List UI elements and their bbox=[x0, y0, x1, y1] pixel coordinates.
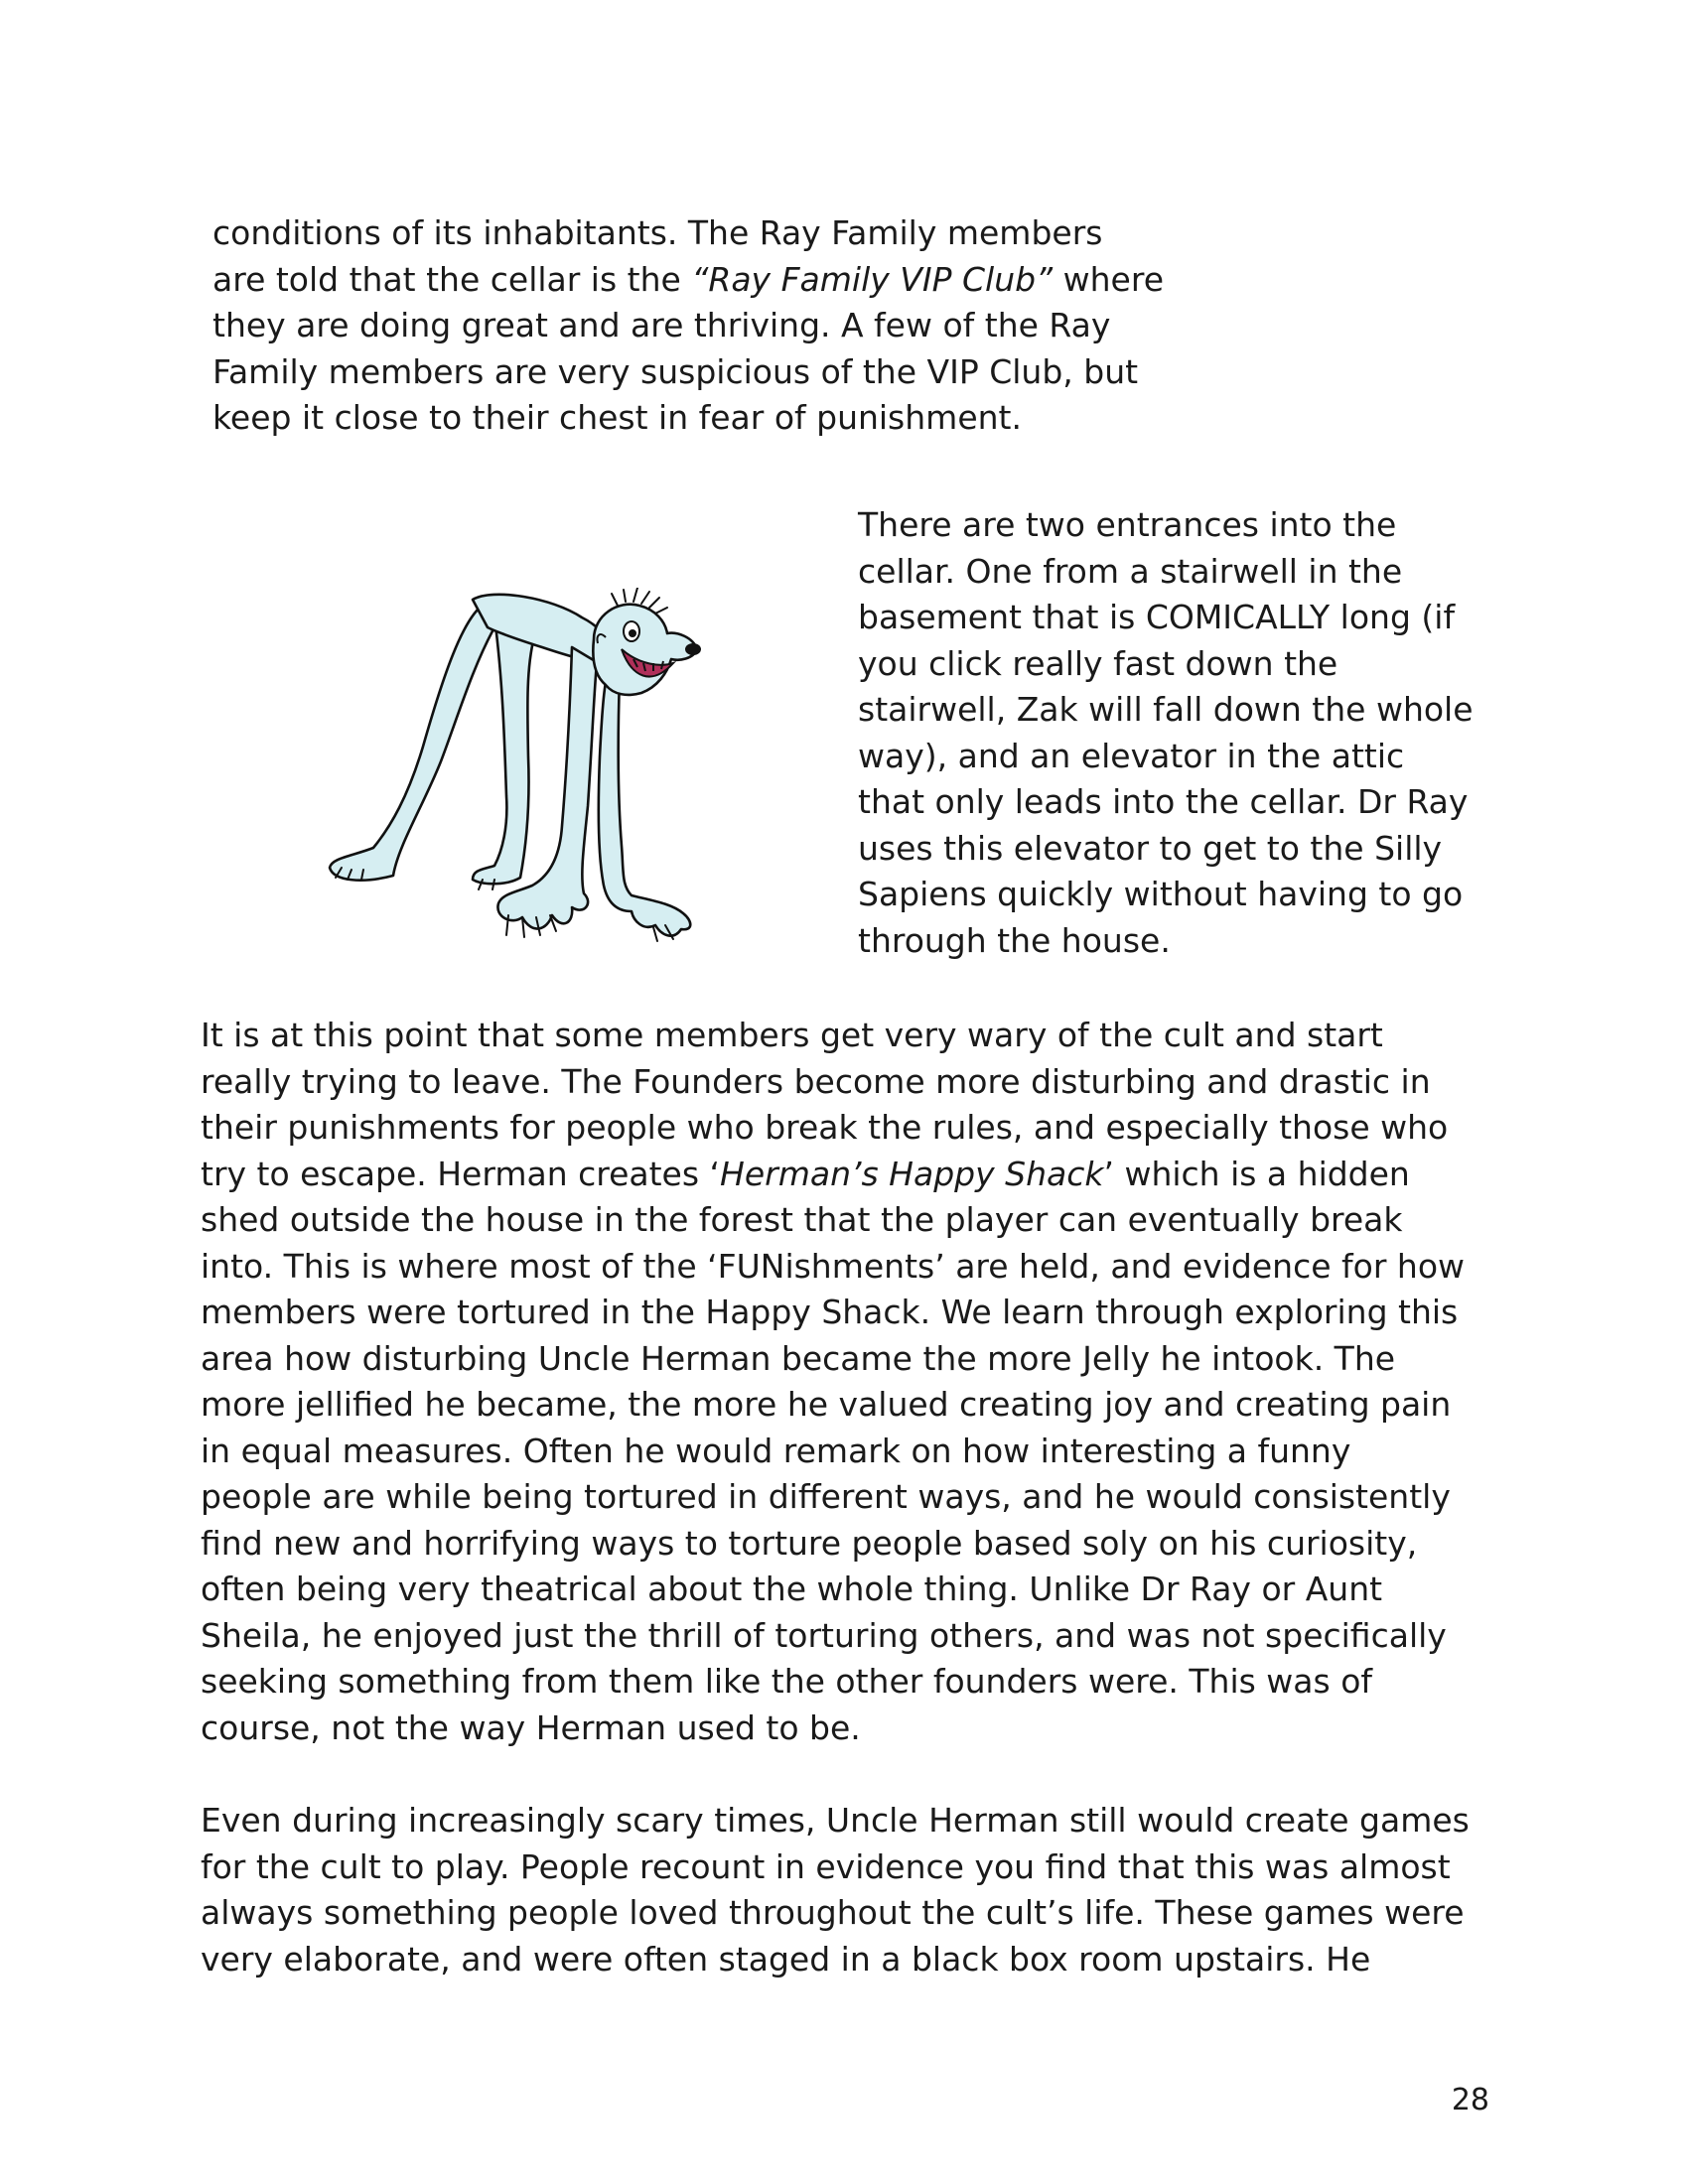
text-line: basement that is COMICALLY long (if bbox=[858, 598, 1456, 636]
happy-shack-paragraph bbox=[201, 1013, 1465, 1751]
text-line: conditions of its inhabitants. The Ray Family members bbox=[212, 213, 1103, 252]
text-line: shed outside the house in the forest that the player can eventually break bbox=[201, 1200, 1403, 1239]
text-line: course, not the way Herman used to be. bbox=[201, 1707, 861, 1747]
text-line: keep it close to their chest in fear of punishment. bbox=[212, 398, 1022, 437]
text-line: stairwell, Zak will fall down the whole bbox=[858, 690, 1474, 729]
text-line: in equal measures. Often he would remark on how interesting a funny bbox=[201, 1431, 1351, 1470]
text-line: uses this elevator to get to the Silly bbox=[858, 828, 1443, 868]
text-line: that only leads into the cellar. Dr Ray bbox=[858, 782, 1469, 821]
text-line: people are while being tortured in different ways, and he would consistently bbox=[201, 1477, 1451, 1516]
text-line bbox=[201, 1152, 1465, 1198]
creature-front-arm bbox=[599, 672, 690, 936]
happy-shack-name: Herman’s Happy Shack bbox=[720, 1154, 1104, 1193]
text-line: members were tortured in the Happy Shack. We learn through exploring this bbox=[201, 1293, 1459, 1331]
page-number: 28 bbox=[1451, 2083, 1489, 2117]
text-run: where bbox=[1053, 259, 1164, 299]
text-line: their punishments for people who break the rules, and especially those who bbox=[201, 1108, 1449, 1147]
text-line: very elaborate, and were often staged in a black box room upstairs. He bbox=[201, 1939, 1371, 1979]
text-run: are told that the cellar is the bbox=[212, 259, 692, 299]
text-line: seeking something from them like the other founders were. This was of bbox=[201, 1662, 1373, 1701]
text-line: Even during increasingly scary times, Uncle Herman still would create games bbox=[201, 1801, 1470, 1840]
text-line: cellar. One from a stairwell in the bbox=[858, 551, 1403, 591]
text-line: through the house. bbox=[858, 920, 1171, 960]
intro-paragraph bbox=[212, 210, 1164, 442]
text-line: Family members are very suspicious of the VIP Club, but bbox=[212, 351, 1139, 391]
text-line: more jellified he became, the more he valued creating joy and creating pain bbox=[201, 1385, 1452, 1424]
text-line: It is at this point that some members get very wary of the cult and start bbox=[201, 1016, 1383, 1054]
text-line bbox=[212, 257, 1164, 304]
text-line: always something people loved throughout the cult’s life. These games were bbox=[201, 1893, 1465, 1932]
vip-club-name: “Ray Family VIP Club” bbox=[691, 259, 1054, 299]
text-line: really trying to leave. The Founders become more disturbing and drastic in bbox=[201, 1061, 1431, 1101]
creature-back-leg bbox=[330, 604, 494, 881]
text-line: often being very theatrical about the whole thing. Unlike Dr Ray or Aunt bbox=[201, 1570, 1383, 1608]
text-line: way), and an elevator in the attic bbox=[858, 736, 1405, 775]
text-run: try to escape. Herman creates ‘ bbox=[201, 1154, 721, 1193]
text-line: they are doing great and are thriving. A few of the Ray bbox=[212, 306, 1111, 344]
silly-sapien-illustration bbox=[324, 588, 741, 957]
text-line: you click really fast down the bbox=[858, 643, 1338, 683]
creature-front-leg bbox=[473, 617, 534, 884]
text-line: Sapiens quickly without having to go bbox=[858, 875, 1464, 913]
entrances-paragraph bbox=[858, 502, 1474, 964]
text-line: There are two entrances into the bbox=[858, 505, 1397, 544]
creature-head bbox=[593, 605, 697, 695]
text-line: into. This is where most of the ‘FUNishments’ are held, and evidence for how bbox=[201, 1246, 1465, 1286]
text-run: ’ which is a hidden bbox=[1103, 1154, 1410, 1193]
text-line: for the cult to play. People recount in evidence you find that this was almost bbox=[201, 1846, 1451, 1886]
text-line: area how disturbing Uncle Herman became the more Jelly he intook. The bbox=[201, 1338, 1396, 1378]
games-paragraph bbox=[201, 1798, 1470, 1982]
text-line: find new and horrifying ways to torture people based soly on his curiosity, bbox=[201, 1523, 1418, 1563]
text-line: Sheila, he enjoyed just the thrill of torturing others, and was not specifically bbox=[201, 1615, 1447, 1655]
